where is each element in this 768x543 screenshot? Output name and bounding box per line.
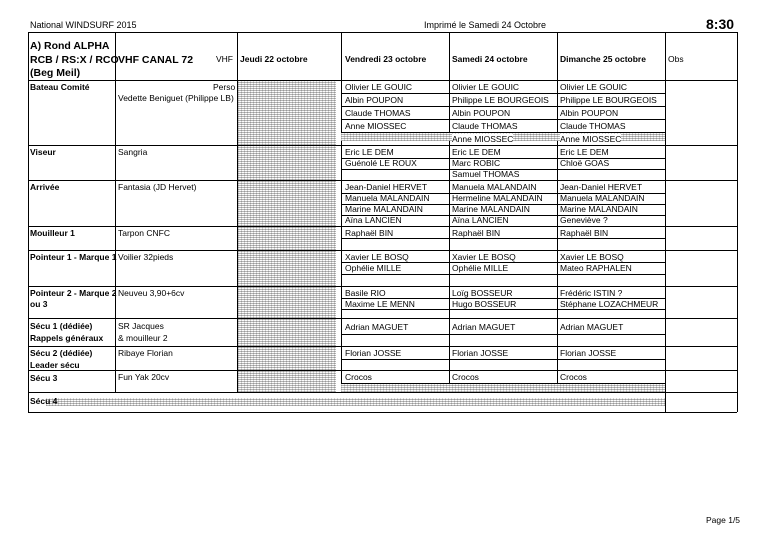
rond-location: (Beg Meil): [30, 67, 81, 79]
viseur-samedi-1: Marc ROBIC: [452, 158, 501, 168]
comite-dimanche-3: Claude THOMAS: [560, 121, 626, 131]
rond-series: RCB / RS:X / RCO: [30, 54, 119, 66]
secu2-vendredi-0: Florian JOSSE: [345, 348, 402, 358]
pointeur2-samedi-1: Hugo BOSSEUR: [452, 299, 517, 309]
pointeur1-vendredi-0: Xavier LE BOSQ: [345, 252, 409, 262]
role-mouilleur: Mouilleur 1: [30, 228, 75, 238]
comite-samedi-4: Anne MIOSSEC: [452, 134, 514, 144]
arrivee-dimanche-2: Marine MALANDAIN: [560, 204, 638, 214]
role-secu1: Sécu 1 (dédiée): [30, 321, 93, 331]
comite-dimanche-2: Albin POUPON: [560, 108, 619, 118]
boat-viseur: Sangria: [118, 147, 148, 157]
role-pointeur2: Pointeur 2 - Marque 2: [30, 288, 117, 298]
arrivee-samedi-3: Aïna LANCIEN: [452, 215, 509, 225]
secu1-dimanche-0: Adrian MAGUET: [560, 322, 624, 332]
role-secu3: Sécu 3: [30, 373, 58, 383]
viseur-samedi-0: Eric LE DEM: [452, 147, 501, 157]
secu1-vendredi-0: Adrian MAGUET: [345, 322, 409, 332]
role-secu1-rappels: Rappels généraux: [30, 333, 104, 343]
print-time: 8:30: [706, 16, 735, 32]
arrivee-vendredi-0: Jean-Daniel HERVET: [345, 182, 428, 192]
vhf-canal: VHF CANAL 72: [118, 54, 194, 66]
secu3-vendredi-0: Crocos: [345, 372, 372, 382]
boat-secu1: SR Jacques: [118, 321, 164, 331]
viseur-vendredi-0: Eric LE DEM: [345, 147, 394, 157]
boat-pointeur2: Neuveu 3,90+6cv: [118, 288, 185, 298]
boat-arrivee: Fantasia (JD Hervet): [118, 182, 197, 192]
mouilleur-dimanche-0: Raphaël BIN: [560, 228, 609, 238]
comite-dimanche-1: Philippe LE BOURGEOIS: [560, 95, 657, 105]
mouilleur-samedi-0: Raphaël BIN: [452, 228, 501, 238]
role-secu4: Sécu 4: [30, 396, 58, 406]
comite-vendredi-3: Anne MIOSSEC: [345, 121, 407, 131]
pointeur1-samedi-1: Ophélie MILLE: [452, 263, 509, 273]
arrivee-dimanche-1: Manuela MALANDAIN: [560, 193, 645, 203]
pointeur2-dimanche-1: Stéphane LOZACHMEUR: [560, 299, 659, 309]
comite-samedi-2: Albin POUPON: [452, 108, 511, 118]
arrivee-dimanche-3: Geneviève ?: [560, 215, 608, 225]
vhf-label: VHF: [216, 54, 233, 64]
comite-vendredi-1: Albin POUPON: [345, 95, 404, 105]
viseur-dimanche-0: Eric LE DEM: [560, 147, 609, 157]
viseur-vendredi-1: Guénolé LE ROUX: [345, 158, 417, 168]
boat-secu1-mouilleur: & mouilleur 2: [118, 333, 168, 343]
viseur-samedi-2: Samuel THOMAS: [452, 169, 520, 179]
col-vendredi: Vendredi 23 octobre: [345, 54, 427, 64]
col-jeudi: Jeudi 22 octobre: [240, 54, 308, 64]
secu1-samedi-0: Adrian MAGUET: [452, 322, 516, 332]
role-arrivee: Arrivée: [30, 182, 60, 192]
event-title: National WINDSURF 2015: [30, 20, 137, 30]
role-viseur: Viseur: [30, 147, 56, 157]
role-comite: Bateau Comité: [30, 82, 90, 92]
comite-vendredi-2: Claude THOMAS: [345, 108, 411, 118]
col-samedi: Samedi 24 octobre: [452, 54, 528, 64]
rond-title: A) Rond ALPHA: [30, 40, 110, 52]
arrivee-vendredi-2: Marine MALANDAIN: [345, 204, 423, 214]
role-secu2: Sécu 2 (dédiée): [30, 348, 93, 358]
col-dimanche: Dimanche 25 octobre: [560, 54, 646, 64]
viseur-dimanche-1: Chloë GOAS: [560, 158, 610, 168]
page-number: Page 1/5: [706, 515, 741, 525]
comite-dimanche-0: Olivier LE GOUIC: [560, 82, 628, 92]
col-obs: Obs: [668, 54, 684, 64]
arrivee-samedi-0: Manuela MALANDAIN: [452, 182, 537, 192]
comite-dimanche-4: Anne MIOSSEC: [560, 134, 622, 144]
secu3-dimanche-0: Crocos: [560, 372, 587, 382]
boat-mouilleur: Tarpon CNFC: [118, 228, 170, 238]
comite-samedi-0: Olivier LE GOUIC: [452, 82, 520, 92]
boat-secu3: Fun Yak 20cv: [118, 372, 170, 382]
arrivee-dimanche-0: Jean-Daniel HERVET: [560, 182, 643, 192]
pointeur1-dimanche-0: Xavier LE BOSQ: [560, 252, 624, 262]
pointeur1-samedi-0: Xavier LE BOSQ: [452, 252, 516, 262]
role-pointeur2-marque: ou 3: [30, 299, 48, 309]
pointeur2-vendredi-1: Maxime LE MENN: [345, 299, 415, 309]
comite-vendredi-0: Olivier LE GOUIC: [345, 82, 413, 92]
comite-samedi-1: Philippe LE BOURGEOIS: [452, 95, 549, 105]
arrivee-vendredi-3: Aïna LANCIEN: [345, 215, 402, 225]
secu3-samedi-0: Crocos: [452, 372, 479, 382]
pointeur1-dimanche-1: Mateo RAPHALEN: [560, 263, 632, 273]
arrivee-samedi-1: Hermeline MALANDAIN: [452, 193, 543, 203]
role-secu2-leader: Leader sécu: [30, 360, 80, 370]
pointeur2-samedi-0: Loïg BOSSEUR: [452, 288, 513, 298]
boat-pointeur1: Voilier 32pieds: [118, 252, 174, 262]
arrivee-vendredi-1: Manuela MALANDAIN: [345, 193, 430, 203]
print-date: Imprimé le Samedi 24 Octobre: [424, 20, 547, 30]
secu2-samedi-0: Florian JOSSE: [452, 348, 509, 358]
arrivee-samedi-2: Marine MALANDAIN: [452, 204, 530, 214]
pointeur1-vendredi-1: Ophélie MILLE: [345, 263, 402, 273]
boat-secu2: Ribaye Florian: [118, 348, 173, 358]
comite-samedi-3: Claude THOMAS: [452, 121, 518, 131]
boat-comite-perso: Perso: [213, 82, 236, 92]
boat-comite-vedette: Vedette Beniguet (Philippe LB): [118, 93, 234, 103]
mouilleur-vendredi-0: Raphaël BIN: [345, 228, 394, 238]
secu2-dimanche-0: Florian JOSSE: [560, 348, 617, 358]
pointeur2-vendredi-0: Basile RIO: [345, 288, 386, 298]
pointeur2-dimanche-0: Frédéric ISTIN ?: [560, 288, 623, 298]
role-pointeur1: Pointeur 1 - Marque 1: [30, 252, 117, 262]
